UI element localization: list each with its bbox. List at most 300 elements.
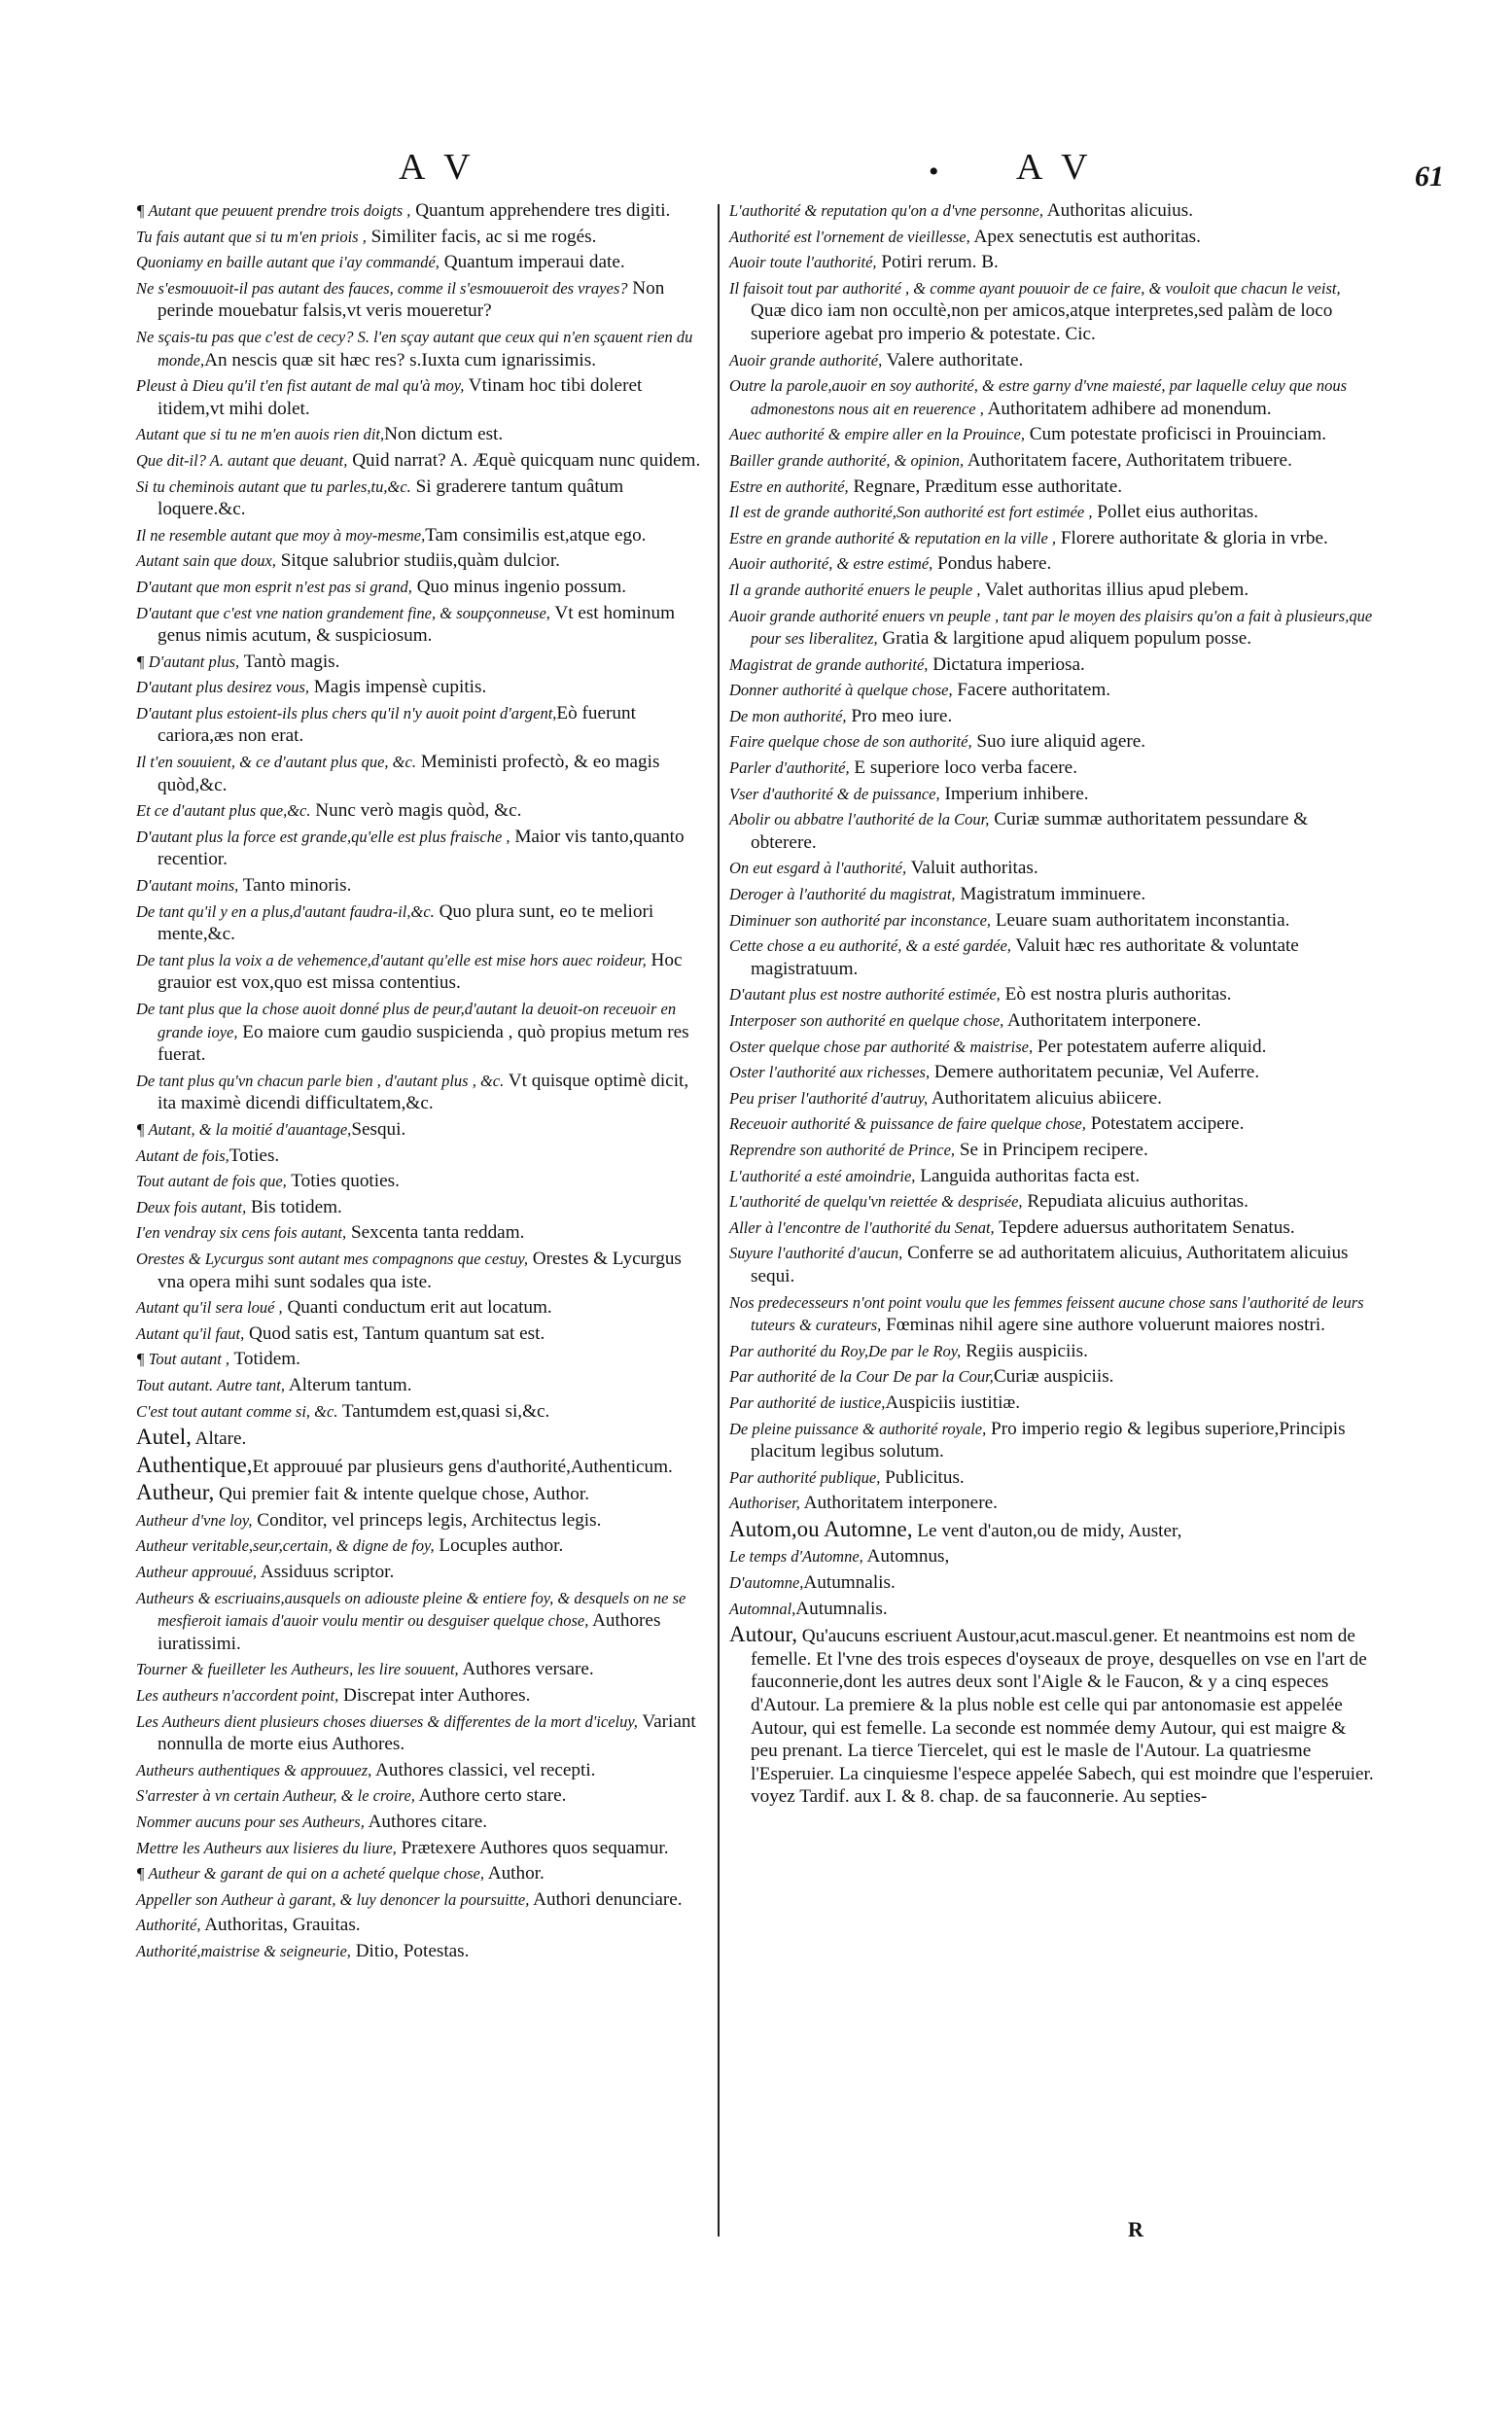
french-headword: Receuoir authorité & puissance de faire quelque chose, bbox=[729, 1114, 1086, 1134]
dictionary-entry bbox=[136, 1587, 705, 1656]
french-headword: ¶ D'autant plus, bbox=[136, 652, 240, 671]
latin-translation: Totidem. bbox=[229, 1349, 300, 1370]
french-headword: De tant plus la voix a de vehemence,d'autant qu'elle est mise hors auec roideur, bbox=[136, 950, 647, 969]
latin-translation: Sitque salubrior studiis,quàm dulcior. bbox=[275, 550, 560, 572]
dictionary-entry bbox=[136, 326, 705, 371]
latin-translation: Hoc grauior est vox,quo est missa contentius. bbox=[158, 949, 683, 994]
dictionary-entry bbox=[136, 226, 705, 249]
latin-translation: Curiæ summæ authoritatem pessundare & obterere. bbox=[751, 809, 1309, 853]
latin-translation: Magistratum imminuere. bbox=[955, 884, 1146, 905]
latin-translation: Altare. bbox=[191, 1428, 247, 1450]
french-headword: Il est de grande authorité,Son authorité est fort estimée , bbox=[729, 503, 1093, 522]
latin-translation: Automnus, bbox=[862, 1546, 950, 1568]
french-headword: De tant plus que la chose auoit donné plus de peur,d'autant la deuoit-on receuoir en grande ioye, bbox=[136, 1000, 677, 1041]
latin-translation: Demere authoritatem pecuniæ, Vel Auferre. bbox=[930, 1062, 1260, 1083]
french-headword: Par authorité de la Cour De par la Cour, bbox=[729, 1367, 994, 1387]
latin-translation: Magis impensè cupitis. bbox=[309, 677, 487, 698]
latin-translation: Gratia & largitione apud aliquem populum posse. bbox=[877, 628, 1252, 650]
latin-translation: Vt est hominum genus nimis acutum, & suspiciosum. bbox=[158, 602, 675, 647]
dictionary-entry bbox=[136, 1170, 705, 1193]
dictionary-entry bbox=[729, 730, 1376, 754]
dictionary-entry bbox=[729, 552, 1376, 576]
dictionary-entry bbox=[136, 1940, 705, 1963]
latin-translation: Authores classici, vel recepti. bbox=[371, 1759, 596, 1780]
dictionary-entry bbox=[136, 651, 705, 674]
french-headword: Que dit-il? A. autant que deuant, bbox=[136, 450, 348, 470]
latin-translation: Quæ dico iam non occultè,non per amicos,atque interpretes,sed palàm de loco superiore agebat pro imperio & potestate. Cic. bbox=[751, 300, 1333, 344]
french-headword: D'autant que mon esprit n'est pas si grand, bbox=[136, 577, 412, 596]
latin-translation: Authore certo stare. bbox=[414, 1785, 567, 1807]
latin-translation: Potestatem accipere. bbox=[1085, 1113, 1245, 1135]
column-divider bbox=[718, 204, 720, 2237]
french-headword: Autheur approuué, bbox=[136, 1563, 258, 1582]
french-headword: Estre en authorité, bbox=[729, 476, 849, 496]
dictionary-entry bbox=[136, 1070, 705, 1115]
latin-translation: Toties quoties. bbox=[286, 1171, 400, 1192]
french-headword: ¶ Autheur & garant de qui on a acheté quelque chose, bbox=[136, 1864, 484, 1884]
french-headword: Il faisoit tout par authorité , & comme ayant pouuoir de ce faire, & vouloit que chacun le veist, bbox=[729, 278, 1341, 298]
latin-translation: Qu'aucuns escriuent Austour,acut.mascul.gener. Et neantmoins est nom de femelle. Et l'vne des trois especes d'oyseaux de proye, desquelles on vse en l'art de fauconnerie,dont les autres deux sont l'Aigle & le Faucon, & y a cinq especes d'Autour. La premiere & la plus noble est celle qui par antonomasie est appelée Autour, qui est femelle. La seconde est nommée demy Autour, qui est maigre & peu prenant. La tierce Tiercelet, qui est le masle de l'Autour. La quatriesme l'Esperuier. La cinquiesme l'espece appelée Sabech, qui est moindre que l'esperuier. voyez Tardif. aux I. & 8. chap. de sa fauconnerie. Au septies- bbox=[751, 1626, 1374, 1808]
dictionary-entry bbox=[729, 527, 1376, 550]
french-headword: Tourner & fueilleter les Autheurs, les lire souuent, bbox=[136, 1660, 459, 1679]
french-headword: Interposer son authorité en quelque chose, bbox=[729, 1011, 1004, 1030]
dictionary-entry bbox=[729, 757, 1376, 780]
french-headword: Abolir ou abbatre l'authorité de la Cour, bbox=[729, 810, 990, 829]
dictionary-entry bbox=[136, 1534, 705, 1558]
french-headword: Vser d'authorité & de puissance, bbox=[729, 784, 940, 803]
dictionary-entry bbox=[136, 423, 705, 446]
latin-translation: Authoritas alicuius. bbox=[1043, 200, 1194, 221]
latin-translation: Alterum tantum. bbox=[284, 1374, 412, 1395]
dictionary-entry bbox=[136, 1811, 705, 1834]
french-headword: Suyure l'authorité d'aucun, bbox=[729, 1244, 903, 1263]
dictionary-entry bbox=[729, 1061, 1376, 1084]
french-headword: S'arrester à vn certain Autheur, & le croire, bbox=[136, 1786, 415, 1806]
latin-translation: Authores versare. bbox=[458, 1659, 594, 1680]
french-headword: L'authorité a esté amoindrie, bbox=[729, 1166, 916, 1185]
french-headword: Autel, bbox=[136, 1425, 192, 1450]
french-headword: Authorité, bbox=[136, 1916, 201, 1935]
latin-translation: Pollet eius authoritas. bbox=[1092, 502, 1259, 523]
dictionary-entry bbox=[136, 576, 705, 599]
latin-translation: Publicitus. bbox=[880, 1466, 965, 1488]
french-headword: Deroger à l'authorité du magistrat, bbox=[729, 885, 956, 904]
french-headword: Les autheurs n'accordent point, bbox=[136, 1686, 339, 1706]
dictionary-entry bbox=[136, 524, 705, 547]
dictionary-entry bbox=[729, 883, 1376, 906]
latin-translation: Ditio, Potestas. bbox=[350, 1940, 470, 1961]
dictionary-entry bbox=[729, 1598, 1376, 1621]
dictionary-entry bbox=[729, 1623, 1376, 1809]
french-headword: D'autant moins, bbox=[136, 876, 239, 896]
latin-translation: Fœminas nihil agere sine authore voluerunt maiores nostri. bbox=[881, 1315, 1325, 1336]
french-headword: Nommer aucuns pour ses Autheurs, bbox=[136, 1813, 365, 1831]
latin-translation: Quod satis est, Tantum quantum sat est. bbox=[244, 1322, 545, 1344]
french-headword: De tant qu'il y en a plus,d'autant faudra-il,&c. bbox=[136, 901, 435, 921]
french-headword: C'est tout autant comme si, &c. bbox=[136, 1401, 338, 1421]
dictionary-entry bbox=[136, 1374, 705, 1397]
french-headword: Par authorité de iustice, bbox=[729, 1392, 886, 1412]
french-headword: Pleust à Dieu qu'il t'en fist autant de mal qu'à moy, bbox=[136, 376, 465, 396]
latin-translation: Quantum apprehendere tres digiti. bbox=[410, 200, 671, 221]
dictionary-entry bbox=[136, 1684, 705, 1708]
latin-translation: Et approuué par plusieurs gens d'authorité,Authenticum. bbox=[252, 1456, 673, 1477]
dictionary-entry bbox=[136, 1454, 705, 1479]
french-headword: Estre en grande authorité & reputation en la ville , bbox=[729, 528, 1057, 547]
french-headword: Autheur veritable,seur,certain, & digne de foy, bbox=[136, 1536, 435, 1556]
latin-translation: Regnare, Præditum esse authoritate. bbox=[848, 476, 1123, 497]
latin-translation: Maior vis tanto,quanto recentior. bbox=[158, 826, 685, 870]
latin-translation: Locuples author. bbox=[434, 1535, 564, 1557]
french-headword: Auoir grande authorité enuers vn peuple , tant par le moyen des plaisirs qu'on a fait à plusieurs,que pour ses liberalitez, bbox=[729, 606, 1373, 649]
french-headword: Reprendre son authorité de Prince, bbox=[729, 1140, 956, 1159]
french-headword: Authorité est l'ornement de vieillesse, bbox=[729, 227, 970, 246]
dictionary-entry bbox=[729, 653, 1376, 677]
latin-translation: Eò fuerunt cariora,æs non erat. bbox=[158, 702, 636, 747]
latin-translation: Authoritatem alicuius abiicere. bbox=[928, 1087, 1162, 1109]
latin-translation: Vt quisque optimè dicit, ita maximè dicendi difficultatem,&c. bbox=[158, 1070, 689, 1114]
dictionary-entry bbox=[729, 501, 1376, 524]
dictionary-entry bbox=[136, 998, 705, 1067]
french-headword: Quoniamy en baille autant que i'ay commandé, bbox=[136, 253, 440, 272]
french-headword: Authoriser, bbox=[729, 1494, 800, 1513]
latin-translation: Authores iuratissimi. bbox=[158, 1610, 661, 1654]
latin-translation: Facere authoritatem. bbox=[952, 680, 1111, 701]
latin-translation: Tepdere aduersus authoritatem Senatus. bbox=[994, 1216, 1295, 1238]
latin-translation: Quo plura sunt, eo te meliori mente,&c. bbox=[158, 900, 654, 945]
latin-translation: Suo iure aliquid agere. bbox=[971, 731, 1146, 753]
latin-translation: Non dictum est. bbox=[384, 424, 504, 445]
french-headword: Auec authorité & empire aller en la Prouince, bbox=[729, 425, 1025, 444]
dictionary-entry bbox=[136, 1759, 705, 1782]
latin-translation: Orestes & Lycurgus vna opera mihi sunt sodales qua iste. bbox=[158, 1248, 682, 1292]
dictionary-entry bbox=[136, 374, 705, 420]
french-headword: On eut esgard à l'authorité, bbox=[729, 859, 907, 878]
french-headword: Appeller son Autheur à garant, & luy denoncer la poursuitte, bbox=[136, 1889, 530, 1909]
dictionary-entry bbox=[729, 1216, 1376, 1240]
french-headword: D'autant plus la force est grande,qu'elle est plus fraische , bbox=[136, 827, 510, 846]
page-number: 61 bbox=[1415, 160, 1444, 193]
dictionary-entry bbox=[729, 934, 1376, 980]
french-headword: Le temps d'Automne, bbox=[729, 1547, 863, 1567]
french-headword: Autant que si tu ne m'en auois rien dit, bbox=[136, 425, 385, 444]
french-headword: Par authorité publique, bbox=[729, 1467, 881, 1487]
dictionary-entry bbox=[136, 1196, 705, 1219]
latin-translation: Valuit authoritas. bbox=[906, 858, 1038, 879]
dictionary-entry bbox=[729, 983, 1376, 1006]
dictionary-entry bbox=[136, 1145, 705, 1168]
dictionary-entry bbox=[729, 476, 1376, 499]
dictionary-entry bbox=[729, 579, 1376, 602]
dictionary-entry bbox=[729, 423, 1376, 446]
dictionary-entry bbox=[729, 808, 1376, 854]
french-headword: Par authorité du Roy,De par le Roy, bbox=[729, 1341, 962, 1360]
french-headword: Donner authorité à quelque chose, bbox=[729, 681, 953, 700]
latin-translation: Similiter facis, ac si me rogés. bbox=[366, 226, 597, 247]
right-column bbox=[729, 199, 1376, 1812]
french-headword: Autheur, bbox=[136, 1480, 215, 1505]
dictionary-entry bbox=[729, 1518, 1376, 1543]
french-headword: Autheurs & escriuains,ausquels on adiouste pleine & entiere foy, & desquels on ne se mesfieroit iamais d'auoir voulu mentir ou desguiser quelque chose, bbox=[136, 1588, 686, 1631]
dictionary-entry bbox=[729, 679, 1376, 702]
french-headword: Tu fais autant que si tu m'en priois , bbox=[136, 227, 367, 246]
latin-translation: Autumnalis. bbox=[803, 1572, 896, 1594]
french-headword: Si tu cheminois autant que tu parles,tu,&c. bbox=[136, 476, 411, 496]
left-column bbox=[136, 199, 705, 1966]
latin-translation: Si graderere tantum quâtum loquere.&c. bbox=[158, 476, 624, 520]
latin-translation: Quanti conductum erit aut locatum. bbox=[282, 1297, 552, 1319]
french-headword: D'automne, bbox=[729, 1573, 804, 1593]
latin-translation: Florere authoritate & gloria in vrbe. bbox=[1056, 527, 1328, 548]
running-head-dot: • bbox=[929, 156, 945, 188]
latin-translation: Authoritatem interponere. bbox=[799, 1493, 998, 1514]
dictionary-entry bbox=[136, 1481, 705, 1506]
french-headword: Auoir authorité, & estre estimé, bbox=[729, 554, 933, 574]
dictionary-entry bbox=[729, 349, 1376, 372]
latin-translation: Authoritatem facere, Authoritatem tribuere. bbox=[964, 449, 1292, 471]
latin-translation: Languida authoritas facta est. bbox=[915, 1165, 1141, 1186]
latin-translation: Le vent d'auton,ou de midy, Auster, bbox=[912, 1520, 1182, 1541]
french-headword: De pleine puissance & authorité royale, bbox=[729, 1419, 987, 1438]
latin-translation: Qui premier fait & intente quelque chose, Author. bbox=[214, 1484, 589, 1505]
latin-translation: E superiore loco verba facere. bbox=[849, 757, 1077, 779]
latin-translation: Valet authoritas illius apud plebem. bbox=[980, 579, 1249, 600]
french-headword: Cette chose a eu authorité, & a esté gardée, bbox=[729, 936, 1011, 956]
latin-translation: Nunc verò magis quòd, &c. bbox=[310, 800, 522, 822]
latin-translation: Author. bbox=[483, 1863, 545, 1885]
dictionary-entry bbox=[729, 1340, 1376, 1363]
dictionary-entry bbox=[729, 1242, 1376, 1287]
french-headword: Auoir toute l'authorité, bbox=[729, 253, 877, 272]
latin-translation: Quo minus ingenio possum. bbox=[411, 576, 627, 597]
dictionary-entry bbox=[729, 783, 1376, 806]
french-headword: ¶ Tout autant , bbox=[136, 1350, 230, 1369]
latin-translation: Conferre se ad authoritatem alicuius, Authoritatem alicuius sequi. bbox=[751, 1243, 1349, 1286]
dictionary-entry bbox=[136, 676, 705, 699]
dictionary-entry bbox=[729, 199, 1376, 223]
french-headword: Autour, bbox=[729, 1622, 797, 1647]
french-headword: Authorité,maistrise & seigneurie, bbox=[136, 1941, 351, 1960]
latin-translation: Authores citare. bbox=[364, 1812, 488, 1832]
dictionary-entry bbox=[729, 857, 1376, 880]
french-headword: Autant qu'il sera loué , bbox=[136, 1298, 283, 1318]
french-headword: Autheur d'vne loy, bbox=[136, 1510, 253, 1530]
french-headword: Nos predecesseurs n'ont point voulu que les femmes feissent aucune chose sans l'authorité de leurs tuteurs & curateurs, bbox=[729, 1292, 1364, 1335]
latin-translation: Apex senectutis est authoritas. bbox=[969, 226, 1201, 247]
french-headword: Authentique, bbox=[136, 1452, 253, 1477]
french-headword: Autant de fois, bbox=[136, 1145, 229, 1165]
french-headword: Et ce d'autant plus que,&c. bbox=[136, 801, 311, 821]
latin-translation: Non perinde mouebatur falsis,vt veris moueretur? bbox=[158, 277, 665, 322]
french-headword: Faire quelque chose de son authorité, bbox=[729, 732, 972, 752]
running-head-left: A V bbox=[399, 147, 476, 188]
dictionary-entry bbox=[136, 1221, 705, 1245]
dictionary-entry bbox=[136, 1784, 705, 1808]
dictionary-entry bbox=[136, 799, 705, 823]
dictionary-entry bbox=[729, 1036, 1376, 1059]
latin-translation: Prætexere Authores quos sequamur. bbox=[396, 1837, 669, 1858]
dictionary-entry bbox=[136, 549, 705, 573]
latin-translation: Leuare suam authoritatem inconstantia. bbox=[991, 909, 1290, 931]
french-headword: D'autant plus est nostre authorité estimée, bbox=[729, 985, 1001, 1004]
french-headword: Parler d'authorité, bbox=[729, 758, 850, 778]
french-headword: Autheurs authentiques & approuuez, bbox=[136, 1760, 372, 1779]
latin-translation: Pro meo iure. bbox=[846, 705, 953, 726]
french-headword: Auoir grande authorité, bbox=[729, 350, 883, 370]
french-headword: Tout autant. Autre tant, bbox=[136, 1375, 285, 1394]
french-headword: D'autant que c'est vne nation grandement fine, & soupçonneuse, bbox=[136, 603, 550, 622]
dictionary-entry bbox=[729, 1466, 1376, 1490]
french-headword: Aller à l'encontre de l'authorité du Senat, bbox=[729, 1217, 995, 1237]
dictionary-entry bbox=[729, 374, 1376, 420]
dictionary-entry bbox=[136, 277, 705, 323]
french-headword: Mettre les Autheurs aux lisieres du liure, bbox=[136, 1838, 397, 1857]
french-headword: Autant sain que doux, bbox=[136, 551, 276, 571]
dictionary-entry bbox=[136, 199, 705, 223]
french-headword: Les Autheurs dient plusieurs choses diuerses & differentes de la mort d'iceluy, bbox=[136, 1711, 638, 1731]
latin-translation: An nescis quæ sit hæc res? s.Iuxta cum ignarissimis. bbox=[204, 349, 597, 370]
dictionary-entry bbox=[136, 251, 705, 274]
french-headword: ¶ Autant que peuuent prendre trois doigts , bbox=[136, 201, 411, 220]
latin-translation: Authoritatem interponere. bbox=[1003, 1010, 1202, 1031]
latin-translation: Potiri rerum. B. bbox=[876, 252, 999, 273]
signature-mark: R bbox=[1128, 2217, 1143, 2241]
latin-translation: Repudiata alicuius authoritas. bbox=[1022, 1191, 1248, 1213]
french-headword: D'autant plus desirez vous, bbox=[136, 678, 309, 697]
latin-translation: Tantumdem est,quasi si,&c. bbox=[337, 1400, 550, 1422]
running-head-right: A V bbox=[1016, 147, 1094, 188]
dictionary-entry bbox=[729, 1009, 1376, 1033]
latin-translation: Se in Principem recipere. bbox=[955, 1139, 1148, 1160]
dictionary-entry bbox=[729, 251, 1376, 274]
latin-translation: Vtinam hoc tibi doleret itidem,vt mihi dolet. bbox=[158, 375, 643, 419]
dictionary-entry bbox=[729, 1112, 1376, 1136]
latin-translation: Eo maiore cum gaudio suspicienda , quò propius metum res fuerat. bbox=[158, 1021, 689, 1066]
latin-translation: Bis totidem. bbox=[246, 1196, 342, 1217]
dictionary-entry bbox=[136, 949, 705, 995]
latin-translation: Toties. bbox=[229, 1145, 280, 1166]
latin-translation: Tantò magis. bbox=[239, 651, 340, 672]
latin-translation: Per potestatem auferre aliquid. bbox=[1033, 1036, 1267, 1057]
french-headword: ¶ Autant, & la moitié d'auantage, bbox=[136, 1119, 352, 1139]
french-headword: L'authorité de quelqu'vn reiettée & desprisée, bbox=[729, 1192, 1023, 1212]
dictionary-entry bbox=[729, 1165, 1376, 1188]
latin-translation: Quantum imperaui date. bbox=[439, 252, 625, 273]
french-headword: Orestes & Lycurgus sont autant mes compagnons que cestuy, bbox=[136, 1249, 528, 1268]
dictionary-entry bbox=[729, 1139, 1376, 1162]
dictionary-entry bbox=[729, 605, 1376, 651]
dictionary-entry bbox=[136, 1322, 705, 1346]
latin-translation: Conditor, vel princeps legis, Architectus legis. bbox=[252, 1509, 602, 1531]
dictionary-entry bbox=[136, 900, 705, 946]
french-headword: Ne s'esmouuoit-il pas autant des fauces, comme il s'esmouueroit des vrayes? bbox=[136, 278, 628, 298]
latin-translation: Sesqui. bbox=[351, 1118, 406, 1140]
latin-translation: Valere authoritate. bbox=[882, 349, 1024, 370]
french-headword: Peu priser l'authorité d'autruy, bbox=[729, 1088, 929, 1108]
dictionary-entry bbox=[136, 1348, 705, 1371]
latin-translation: Curiæ auspiciis. bbox=[993, 1366, 1114, 1388]
dictionary-entry bbox=[729, 1492, 1376, 1515]
latin-translation: Authoritatem adhibere ad monendum. bbox=[983, 398, 1272, 419]
dictionary-entry bbox=[136, 1658, 705, 1681]
latin-translation: Pro imperio regio & legibus superiore,Principis placitum legibus solutum. bbox=[751, 1418, 1346, 1462]
dictionary-entry bbox=[136, 874, 705, 898]
dictionary-entry bbox=[729, 1392, 1376, 1415]
french-headword: Tout autant de fois que, bbox=[136, 1172, 287, 1191]
french-headword: Ne sçais-tu pas que c'est de cecy? S. l'en sçay autant que ceux qui n'en sçauent rien du monde, bbox=[136, 327, 693, 370]
dictionary-entry bbox=[729, 1190, 1376, 1214]
latin-translation: Auspiciis iustitiæ. bbox=[885, 1392, 1021, 1413]
latin-translation: Cum potestate proficisci in Prouinciam. bbox=[1024, 424, 1327, 445]
dictionary-entry bbox=[729, 1291, 1376, 1337]
latin-translation: Sexcenta tanta reddam. bbox=[346, 1222, 525, 1244]
french-headword: De tant plus qu'vn chacun parle bien , d'autant plus , &c. bbox=[136, 1071, 505, 1090]
french-headword: Magistrat de grande authorité, bbox=[729, 654, 929, 674]
french-headword: Oster quelque chose par authorité & maistrise, bbox=[729, 1037, 1034, 1056]
dictionary-entry bbox=[729, 909, 1376, 933]
french-headword: Il a grande authorité enuers le peuple , bbox=[729, 580, 981, 599]
latin-translation: Regiis auspiciis. bbox=[961, 1340, 1088, 1361]
latin-translation: Variant nonnulla de morte eius Authores. bbox=[158, 1710, 696, 1755]
dictionary-entry bbox=[729, 1365, 1376, 1389]
dictionary-entry bbox=[136, 1118, 705, 1142]
dictionary-entry bbox=[729, 449, 1376, 473]
french-headword: Autant qu'il faut, bbox=[136, 1323, 245, 1343]
latin-translation: Authori denunciare. bbox=[529, 1888, 683, 1910]
latin-translation: Tam consimilis est,atque ego. bbox=[425, 524, 647, 546]
latin-translation: Valuit hæc res authoritate & voluntate magistratuum. bbox=[751, 935, 1299, 979]
latin-translation: Dictatura imperiosa. bbox=[928, 653, 1085, 675]
dictionary-entry bbox=[136, 1862, 705, 1885]
dictionary-entry bbox=[136, 602, 705, 648]
dictionary-entry bbox=[136, 1248, 705, 1293]
latin-translation: Imperium inhibere. bbox=[939, 783, 1089, 804]
latin-translation: Autumnalis. bbox=[795, 1598, 888, 1619]
french-headword: Outre la parole,auoir en soy authorité, & estre garny d'vne maiesté, par laquelle celuy que nous admonestons nous ait en reuerence , bbox=[729, 376, 1347, 418]
latin-translation: Authoritas, Grauitas. bbox=[200, 1915, 361, 1936]
dictionary-entry bbox=[136, 1561, 705, 1584]
dictionary-entry bbox=[729, 226, 1376, 249]
latin-translation: Quid narrat? A. Æquè quicquam nunc quidem. bbox=[347, 449, 701, 471]
dictionary-entry bbox=[136, 1914, 705, 1937]
dictionary-entry bbox=[136, 476, 705, 521]
french-headword: Oster l'authorité aux richesses, bbox=[729, 1063, 931, 1082]
french-headword: Bailler grande authorité, & opinion, bbox=[729, 450, 965, 470]
french-headword: Autom,ou Automne, bbox=[729, 1516, 913, 1541]
dictionary-entry bbox=[136, 1837, 705, 1860]
dictionary-entry bbox=[729, 705, 1376, 728]
dictionary-entry bbox=[136, 1296, 705, 1320]
french-headword: De mon authorité, bbox=[729, 706, 847, 725]
french-headword: Il ne resemble autant que moy à moy-mesme, bbox=[136, 525, 426, 545]
dictionary-entry bbox=[136, 1426, 705, 1451]
dictionary-entry bbox=[729, 1545, 1376, 1568]
latin-translation: Assiduus scriptor. bbox=[257, 1562, 395, 1583]
latin-translation: Meministi profectò, & eo magis quòd,&c. bbox=[158, 752, 660, 795]
latin-translation: Tanto minoris. bbox=[238, 875, 352, 897]
dictionary-entry bbox=[136, 1710, 705, 1756]
french-headword: Il t'en souuient, & ce d'autant plus que, &c. bbox=[136, 753, 416, 772]
french-headword: Deux fois autant, bbox=[136, 1197, 247, 1216]
dictionary-entry bbox=[136, 1400, 705, 1424]
french-headword: Automnal, bbox=[729, 1599, 796, 1618]
dictionary-entry bbox=[136, 751, 705, 796]
dictionary-entry bbox=[136, 1888, 705, 1912]
french-headword: L'authorité & reputation qu'on a d'vne personne, bbox=[729, 201, 1043, 220]
dictionary-entry bbox=[729, 277, 1376, 346]
dictionary-entry bbox=[136, 1509, 705, 1533]
dictionary-entry bbox=[729, 1087, 1376, 1110]
